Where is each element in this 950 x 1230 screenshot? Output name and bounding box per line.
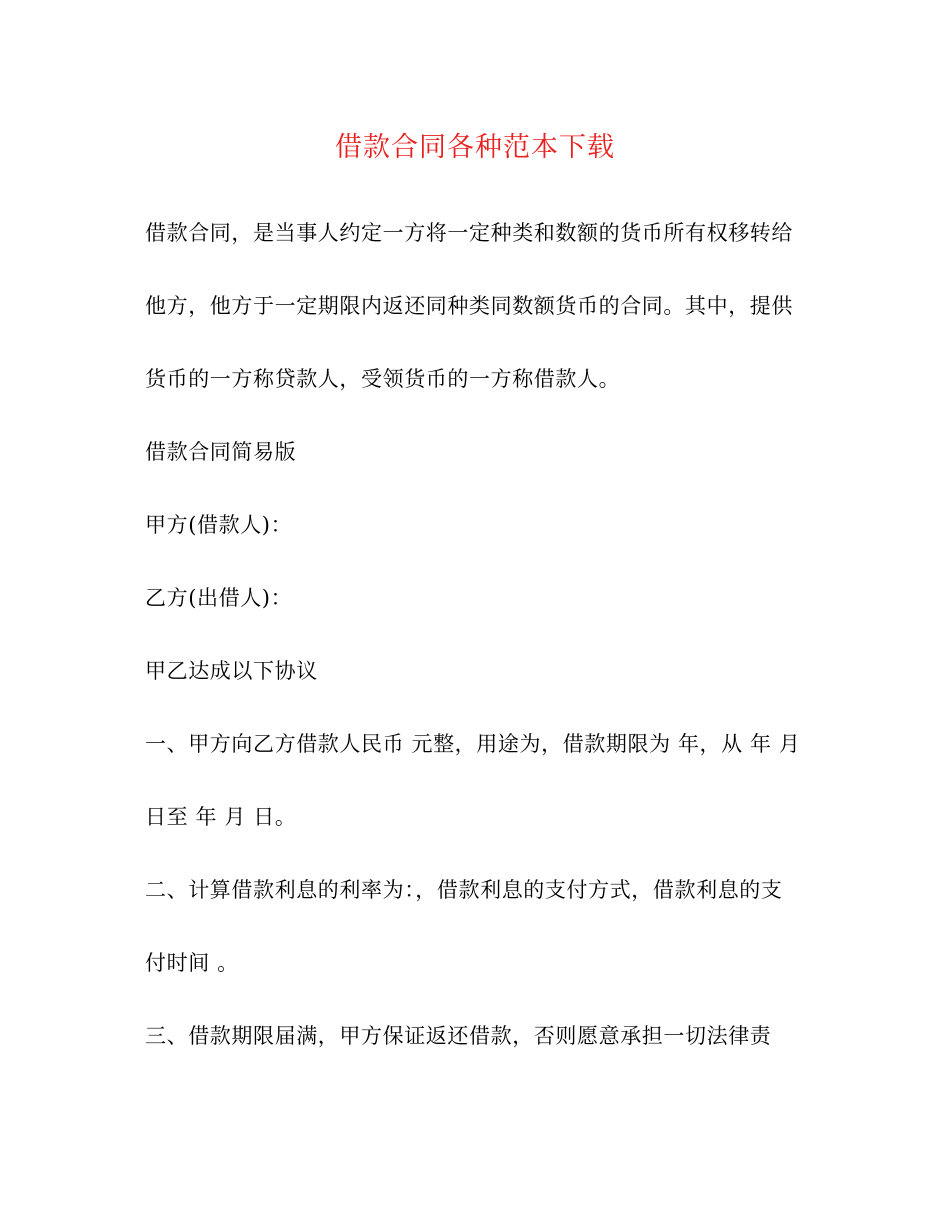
clause-line: 一、甲方向乙方借款人民币 元整，用途为，借款期限为 年，从 年 月 (145, 732, 801, 756)
intro-paragraph (145, 212, 810, 400)
section-heading: 借款合同简易版 (145, 440, 297, 464)
clause-3 (145, 1015, 810, 1057)
party-b-line: 乙方(出借人)： (145, 586, 293, 610)
document-body (145, 212, 810, 1088)
clause-line: 付时间 。 (145, 951, 239, 975)
clause-line: 二、计算借款利息的利率为：，借款利息的支付方式，借款利息的支 (145, 878, 783, 902)
document-title: 借款合同各种范本下载 (335, 132, 615, 163)
clause-line: 日至 年 月 日。 (145, 805, 297, 829)
intro-line: 他方，他方于一定期限内返还同种类同数额货币的合同。其中，提供 (145, 294, 793, 318)
clause-1 (145, 723, 810, 838)
intro-line: 货币的一方称贷款人，受领货币的一方称借款人。 (145, 367, 621, 391)
party-a-line: 甲方(借款人)： (145, 513, 293, 537)
intro-line: 借款合同，是当事人约定一方将一定种类和数额的货币所有权移转给 (145, 221, 793, 245)
clause-line: 三、借款期限届满，甲方保证返还借款，否则愿意承担一切法律责 (145, 1024, 772, 1048)
agreement-line: 甲乙达成以下协议 (145, 659, 318, 683)
clause-2 (145, 869, 810, 984)
